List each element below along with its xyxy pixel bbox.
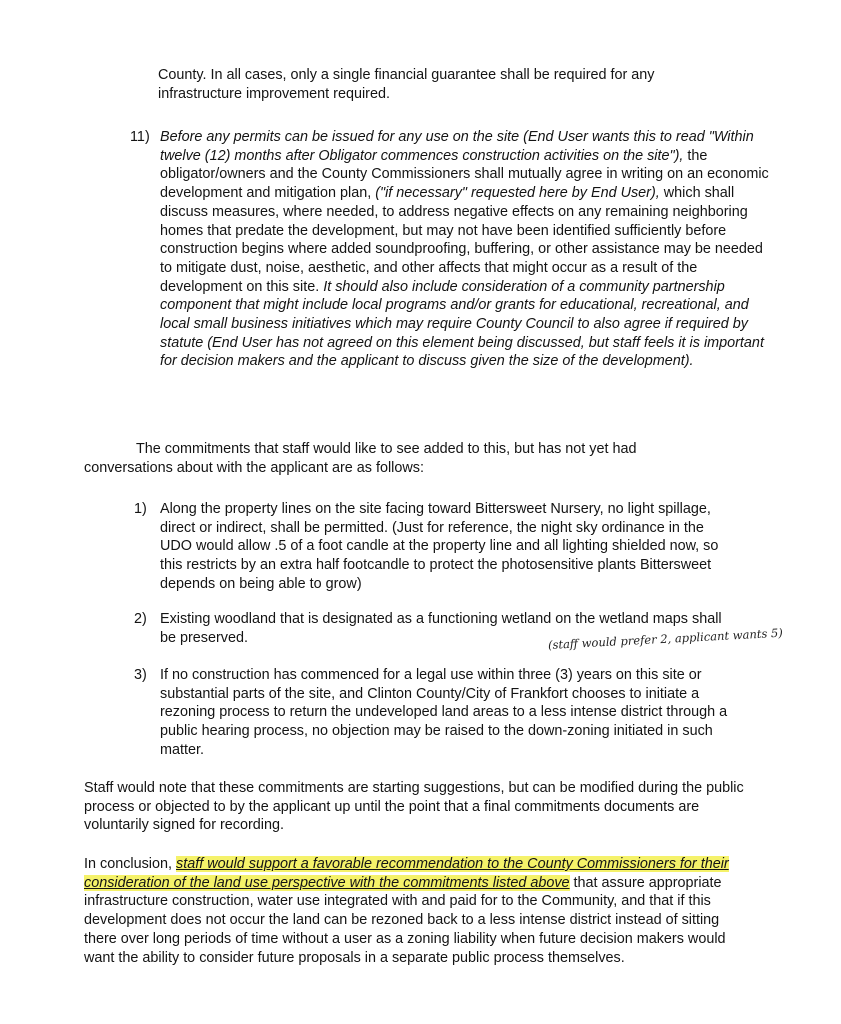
item-11-text-italic-1: Before any permits can be issued for any use on the site (End User wants this to read "Within twelve (12) months after Obligator commences construction activities on the site"), (160, 129, 754, 164)
commitment-item (134, 666, 732, 760)
commitment-item (134, 500, 732, 594)
conclusion-rest: that assure appropriate infrastructure construction, water use integrated with and paid for to the Community, and that if this development does not occur the land can be rezoned back to a less intense district instead of sitting there over long periods of time without a user as a zoning liability when future decision makers would want the ability to consider future proposals in a separate public process themselves. (84, 874, 726, 966)
commitments-intro: The commitments that staff would like to see added to this, but has not yet had conversations about with the applicant are as follows: (84, 441, 637, 476)
conclusion-paragraph (84, 855, 754, 967)
commitment-number: 2) (134, 611, 147, 627)
staff-note-paragraph: Staff would note that these commitments are starting suggestions, but can be modified during the public process or objected to by the applicant up until the point that a final commitments documents are voluntarily signed for recording. (84, 780, 744, 834)
handwritten-note: (staff would prefer 2, applicant wants 5) (547, 625, 784, 652)
item-11-text-italic-3: It should also include consideration of a community partnership component that might include local programs and/or grants for educational, recreational, and local small business initiatives which may require County Council to also agree if required by statute (End User has not agreed on this element being discussed, but staff feels it is important for decision makers and the applicant to discuss given the size of the development). (160, 278, 764, 370)
item-11-text-2: which shall discuss measures, where needed, to address negative effects on any remaining neighboring homes that predate the development, but may not have been identified sufficiently before construction begins where added soundproofing, buffering, or other assistance may be needed to mitigate dust, noise, aesthetic, and other affects that might occur as a result of the development on this site. (160, 185, 763, 295)
conclusion-lead: In conclusion, (84, 856, 176, 872)
item-11 (130, 128, 770, 371)
commitment-number: 3) (134, 667, 147, 683)
item-11-text-1: the obligator/owners and the County Commissioners shall mutually agree in writing on an economic development and mitigation plan, (160, 147, 769, 202)
commitment-text: Along the property lines on the site facing toward Bittersweet Nursery, no light spillage, direct or indirect, shall be permitted. (Just for reference, the night sky ordinance in the UDO would allow .5 of a foot candle at the property line and all lighting shielded now, so this restricts by an extra half footcandle to protect the photosensitive plants Bittersweet depends on being able to grow) (160, 501, 719, 592)
intro-paragraph: County. In all cases, only a single financial guarantee shall be required for any infrastructure improvement required. (158, 67, 655, 102)
conclusion-highlight: staff would support a favorable recommendation to the County Commissioners for their consideration of the land use perspective with the commitments listed above (84, 856, 729, 891)
item-11-number: 11) (130, 129, 150, 145)
item-11-text-italic-2: ("if necessary" requested here by End User), (375, 185, 660, 202)
commitment-text: If no construction has commenced for a legal use within three (3) years on this site or substantial parts of the site, and Clinton County/City of Frankfort chooses to initiate a rezoning process to return the undeveloped land areas to a less intense district through a public hearing process, no objection may be raised to the down-zoning initiated in such matter. (160, 667, 728, 758)
commitment-text: Existing woodland that is designated as a functioning wetland on the wetland maps shall be preserved. (160, 611, 722, 646)
commitment-number: 1) (134, 501, 147, 517)
